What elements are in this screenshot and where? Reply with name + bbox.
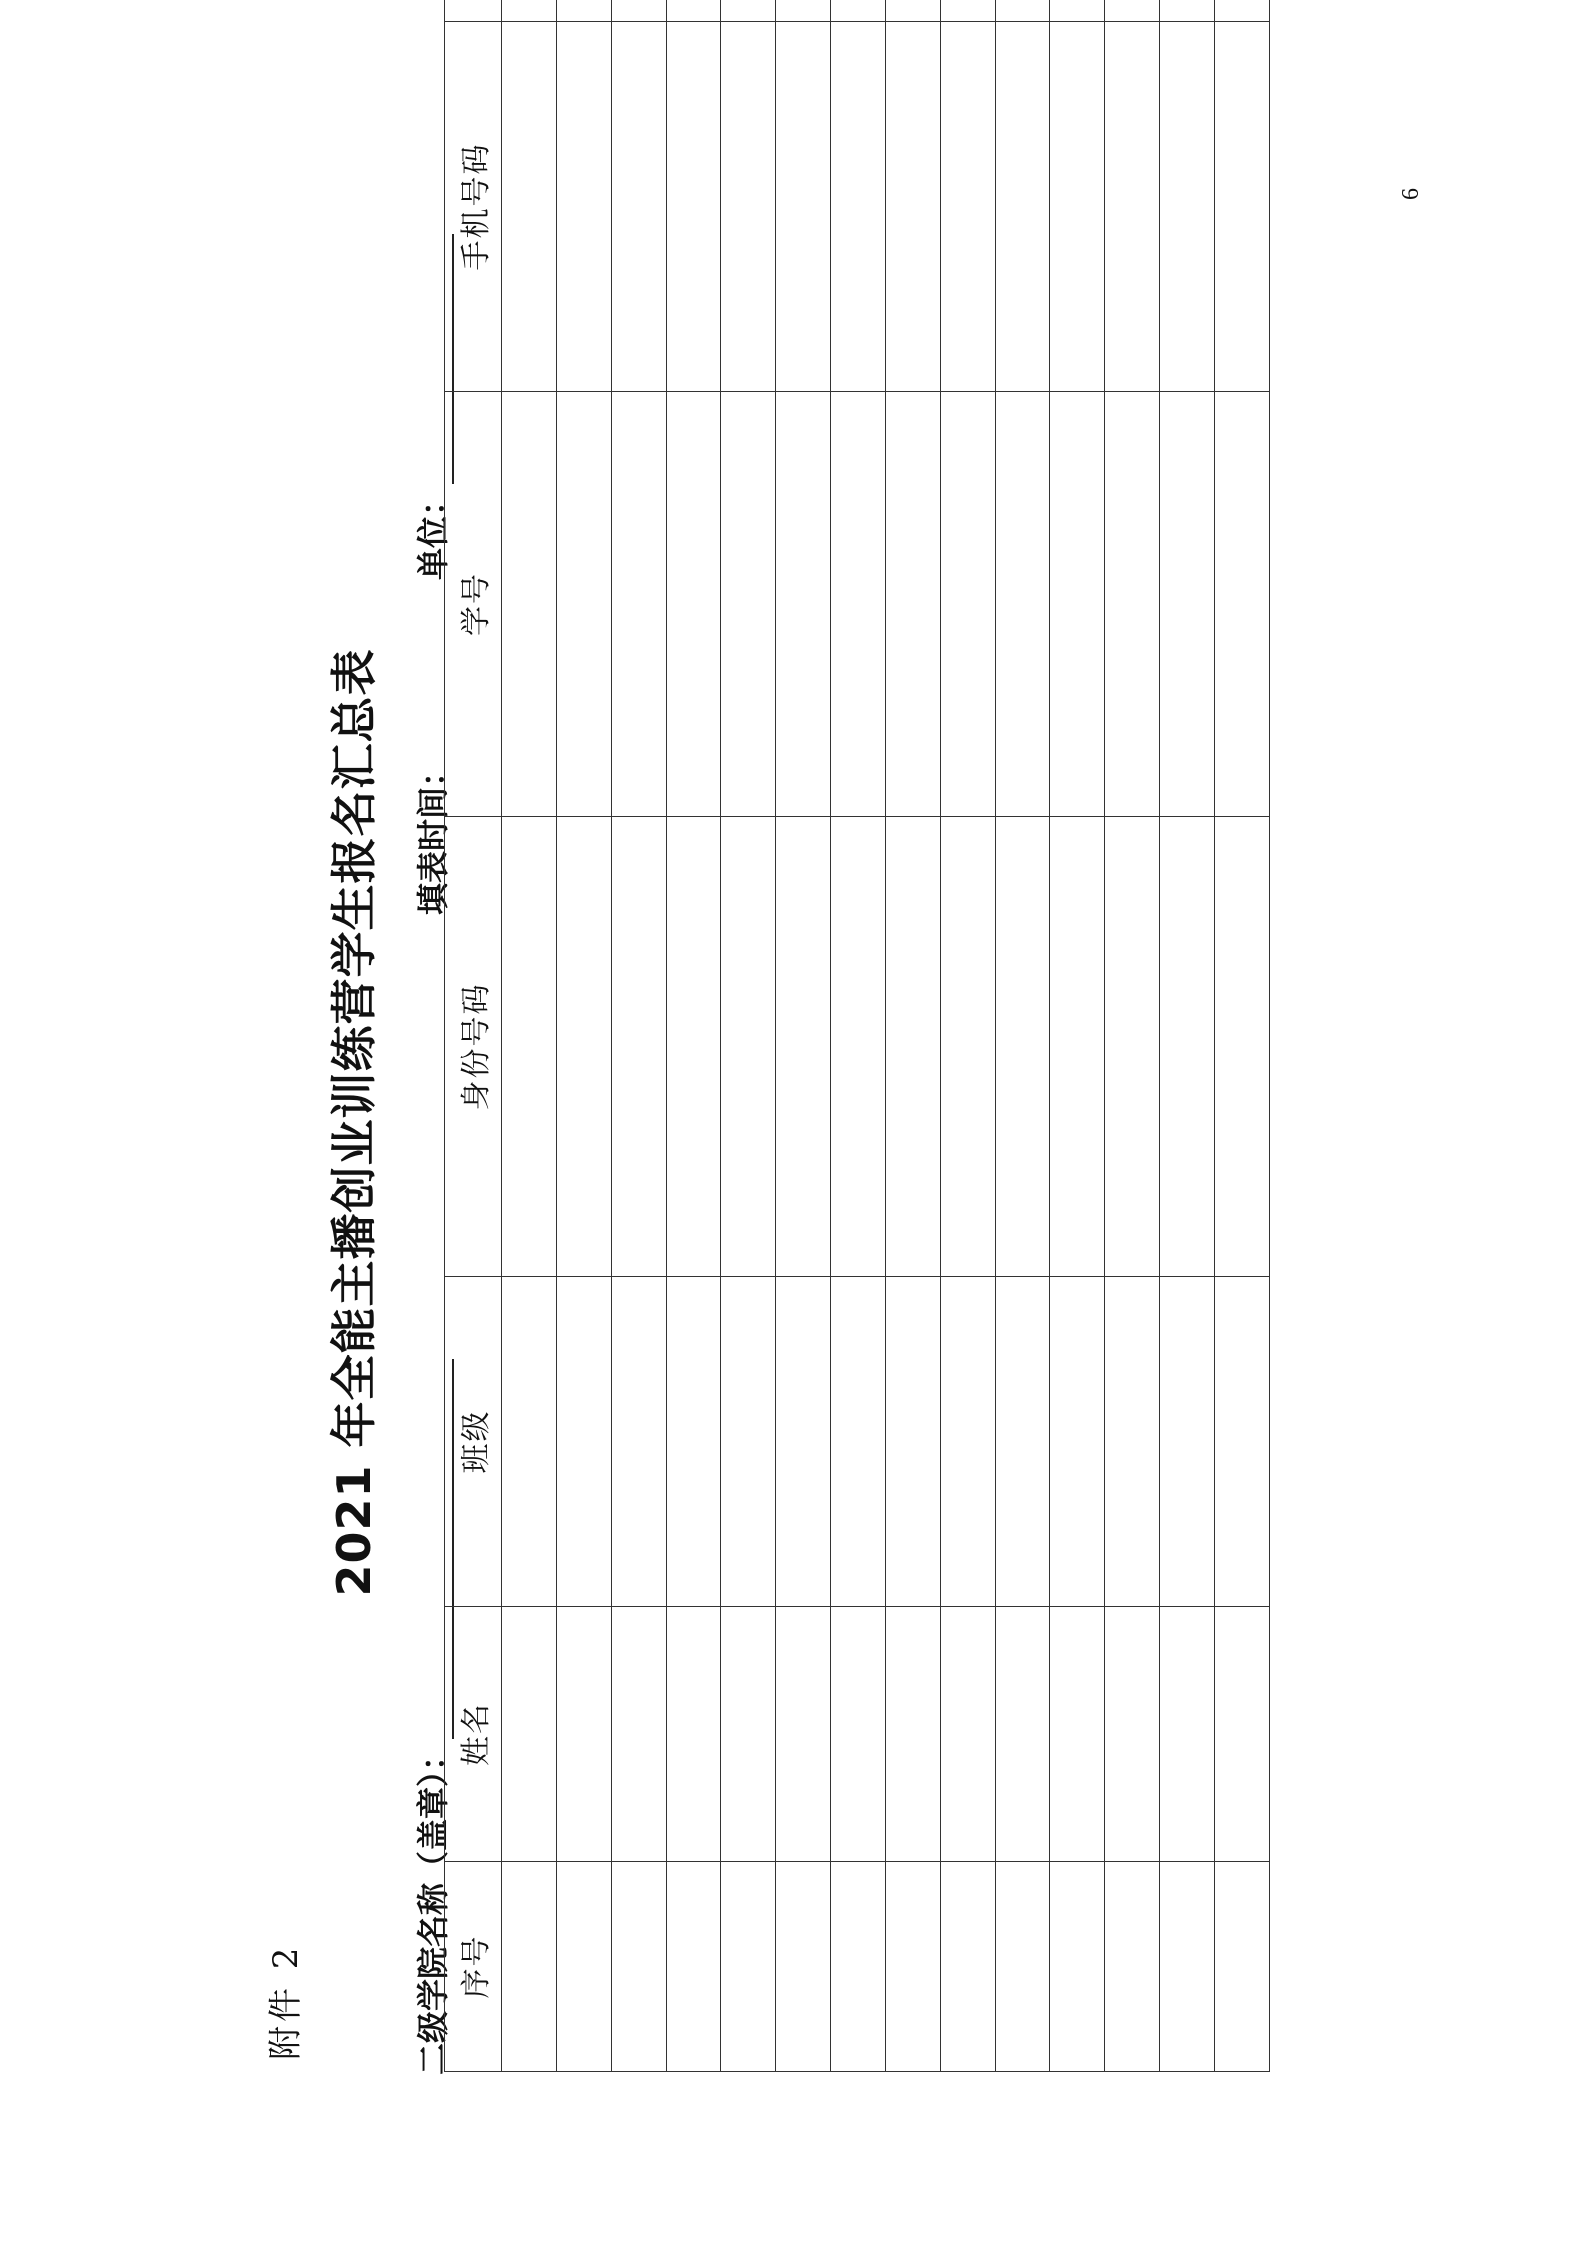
table-cell[interactable]: [1050, 1862, 1105, 2072]
table-cell[interactable]: [611, 1607, 666, 1862]
table-cell[interactable]: [611, 817, 666, 1277]
table-cell[interactable]: [995, 1607, 1050, 1862]
table-cell[interactable]: [776, 1277, 831, 1607]
table-cell[interactable]: [666, 22, 721, 392]
table-cell[interactable]: [776, 1862, 831, 2072]
table-cell[interactable]: [831, 1277, 886, 1607]
table-cell[interactable]: [995, 1862, 1050, 2072]
table-row: [831, 0, 886, 2072]
table-row: [1160, 0, 1215, 2072]
table-cell[interactable]: [1214, 22, 1269, 392]
table-cell[interactable]: [666, 817, 721, 1277]
table-cell[interactable]: [1214, 1277, 1269, 1607]
table-cell[interactable]: [1050, 1277, 1105, 1607]
table-cell[interactable]: [611, 1862, 666, 2072]
page-number: 6: [1398, 188, 1424, 200]
table-cell[interactable]: [995, 0, 1050, 22]
table-cell[interactable]: [502, 22, 557, 392]
table-cell[interactable]: [1105, 0, 1160, 22]
table-cell[interactable]: [556, 392, 611, 817]
table-cell[interactable]: [940, 1862, 995, 2072]
table-cell[interactable]: [1214, 392, 1269, 817]
table-cell[interactable]: [776, 1607, 831, 1862]
table-cell[interactable]: [831, 392, 886, 817]
table-cell[interactable]: [831, 0, 886, 22]
column-header-id-number: 身份号码: [445, 817, 502, 1277]
table-row: [556, 0, 611, 2072]
table-cell[interactable]: [1050, 817, 1105, 1277]
table-cell[interactable]: [831, 1862, 886, 2072]
table-cell[interactable]: [1160, 0, 1215, 22]
table-cell[interactable]: [721, 1277, 776, 1607]
table-cell[interactable]: [940, 1607, 995, 1862]
table-cell[interactable]: [995, 817, 1050, 1277]
table-cell[interactable]: [666, 0, 721, 22]
table-cell[interactable]: [502, 0, 557, 22]
table-cell[interactable]: [1105, 1277, 1160, 1607]
table-cell[interactable]: [556, 817, 611, 1277]
table-row: [940, 0, 995, 2072]
table-row: [776, 0, 831, 2072]
unit-label: 单位：: [414, 483, 452, 580]
table-cell[interactable]: [940, 392, 995, 817]
table-cell[interactable]: [940, 0, 995, 22]
table-cell[interactable]: [502, 817, 557, 1277]
table-cell[interactable]: [1160, 1277, 1215, 1607]
table-row: [666, 0, 721, 2072]
table-cell[interactable]: [1214, 1862, 1269, 2072]
table-cell[interactable]: [611, 0, 666, 22]
table-cell[interactable]: [995, 22, 1050, 392]
table-cell[interactable]: [1105, 817, 1160, 1277]
table-cell[interactable]: [885, 392, 940, 817]
attachment-label: 附件 2: [266, 1943, 306, 2060]
table-row: [502, 0, 557, 2072]
table-cell[interactable]: [1160, 1862, 1215, 2072]
table-cell[interactable]: [885, 817, 940, 1277]
table-cell[interactable]: [885, 22, 940, 392]
table-row: [611, 0, 666, 2072]
table-cell[interactable]: [1160, 22, 1215, 392]
document-title: 2021 年全能主播创业训练营学生报名汇总表: [327, 648, 381, 1597]
table-cell[interactable]: [885, 0, 940, 22]
table-cell[interactable]: [776, 0, 831, 22]
table-cell[interactable]: [1214, 1607, 1269, 1862]
table-cell[interactable]: [721, 392, 776, 817]
table-cell[interactable]: [502, 1862, 557, 2072]
column-header-phone: 手机号码: [445, 22, 502, 392]
table-cell[interactable]: [611, 392, 666, 817]
table-cell[interactable]: [885, 1607, 940, 1862]
table-cell[interactable]: [1050, 392, 1105, 817]
column-header-class: 班级: [445, 1277, 502, 1607]
registration-table: [444, 0, 1270, 2072]
table-cell[interactable]: [556, 1277, 611, 1607]
column-header-student-number: 学号: [445, 392, 502, 817]
table-cell[interactable]: [831, 1607, 886, 1862]
table-cell[interactable]: [940, 1277, 995, 1607]
table-cell[interactable]: [556, 0, 611, 22]
table-cell[interactable]: [940, 22, 995, 392]
table-cell[interactable]: [1214, 817, 1269, 1277]
table-cell[interactable]: [502, 392, 557, 817]
table-cell[interactable]: [721, 0, 776, 22]
table-cell[interactable]: [1214, 0, 1269, 22]
table-cell[interactable]: [1105, 392, 1160, 817]
table-cell[interactable]: [1105, 22, 1160, 392]
table-cell[interactable]: [502, 1607, 557, 1862]
table-body: [502, 0, 1270, 2072]
table-cell[interactable]: [1105, 1607, 1160, 1862]
fill-time-label: 填表时间：: [414, 754, 452, 915]
table-cell[interactable]: [611, 1277, 666, 1607]
table-cell[interactable]: [721, 817, 776, 1277]
column-header-name: 姓名: [445, 1607, 502, 1862]
table-row: [721, 0, 776, 2072]
table-cell[interactable]: [611, 22, 666, 392]
table-cell[interactable]: [721, 1862, 776, 2072]
table-cell[interactable]: [776, 817, 831, 1277]
table-cell[interactable]: [1160, 1607, 1215, 1862]
table-cell[interactable]: [1050, 0, 1105, 22]
table-cell[interactable]: [1160, 392, 1215, 817]
table-cell[interactable]: [831, 22, 886, 392]
table-cell[interactable]: [1050, 1607, 1105, 1862]
table-cell[interactable]: [776, 22, 831, 392]
table-row: [1214, 0, 1269, 2072]
table-cell[interactable]: [556, 1607, 611, 1862]
table-cell[interactable]: [721, 1607, 776, 1862]
table-cell[interactable]: [666, 1607, 721, 1862]
table-header-row: [445, 0, 502, 2072]
table-cell[interactable]: [1160, 817, 1215, 1277]
table-row: [1105, 0, 1160, 2072]
table-cell[interactable]: [995, 1277, 1050, 1607]
table-row: [885, 0, 940, 2072]
table-cell[interactable]: [885, 1862, 940, 2072]
table-row: [995, 0, 1050, 2072]
column-header-index: 序号: [445, 1862, 502, 2072]
column-header-wechat: [445, 0, 502, 22]
table-cell[interactable]: [1050, 22, 1105, 392]
college-name-label: 二级学院名称（盖章）：: [414, 1738, 452, 2075]
table-cell[interactable]: [995, 392, 1050, 817]
table-cell[interactable]: [831, 817, 886, 1277]
table-cell[interactable]: [885, 1277, 940, 1607]
table-cell[interactable]: [666, 1277, 721, 1607]
table-cell[interactable]: [776, 392, 831, 817]
table-row: [1050, 0, 1105, 2072]
table-cell[interactable]: [556, 22, 611, 392]
table-cell[interactable]: [666, 1862, 721, 2072]
table-cell[interactable]: [940, 817, 995, 1277]
table-cell[interactable]: [1105, 1862, 1160, 2072]
table-cell[interactable]: [666, 392, 721, 817]
table-cell[interactable]: [556, 1862, 611, 2072]
table-cell[interactable]: [502, 1277, 557, 1607]
table-cell[interactable]: [721, 22, 776, 392]
